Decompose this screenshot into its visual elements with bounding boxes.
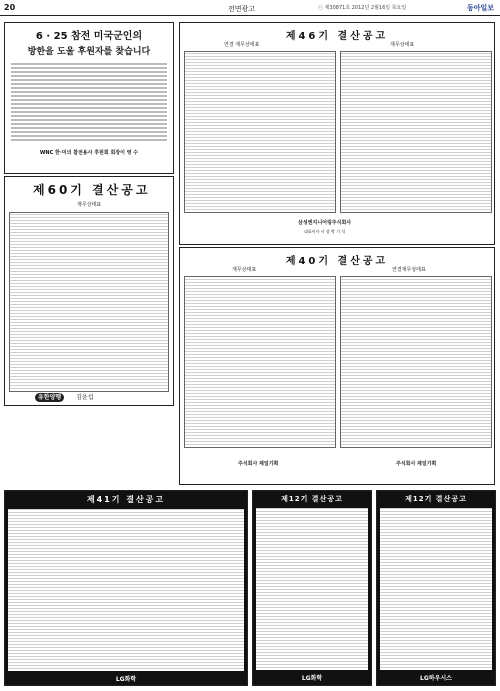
notice-46-company: 삼성엔지니어링주식회사	[298, 220, 352, 226]
notice-12a-title: 제12기 결산공고	[281, 495, 343, 503]
notice-40-table-left	[184, 276, 336, 448]
notice-60-footer	[35, 392, 94, 401]
notice-12a-table	[256, 508, 368, 670]
notice-12b-title: 제12기 결산공고	[405, 495, 467, 503]
issue-date: ⓒ 제30871호 2012년 2월16일 목요일	[318, 5, 407, 11]
page-header	[0, 0, 500, 16]
wnc-ad	[4, 22, 174, 174]
notice-41-title: 제41기 결산공고	[86, 495, 166, 504]
notice-46-ceo: 대표이사 사 장 박 기 석	[304, 229, 346, 234]
notice-60-sub: 재무상태표	[76, 202, 102, 208]
section-label: 전면광고	[228, 5, 256, 13]
notice-41	[4, 490, 248, 686]
notice-40-title: 제40기 결산공고	[285, 256, 389, 267]
notice-12a-logo: LG화학	[301, 675, 323, 682]
notice-46-title: 제46기 결산공고	[285, 31, 389, 42]
notice-40-right-sub: 연결재무상태표	[392, 267, 426, 273]
wnc-body	[11, 63, 167, 141]
notice-12a	[252, 490, 372, 686]
notice-40-company-right: 주식회사 제일기획	[396, 461, 437, 467]
yuhan-logo: 유한양행	[35, 393, 64, 402]
notice-40	[179, 247, 495, 485]
notice-60-table	[9, 212, 169, 392]
yuhan-rep: 김윤섭	[76, 394, 94, 401]
newspaper-brand: 동아일보	[466, 4, 494, 12]
notice-46-right-sub: 재무상태표	[390, 42, 415, 48]
notice-40-table-right	[340, 276, 492, 448]
notice-40-left-sub: 재무상태표	[232, 267, 257, 273]
page-number: 20	[4, 3, 16, 12]
notice-60-title: 제60기 결산공고	[33, 183, 151, 197]
notice-12b-logo: LG하우시스	[420, 675, 452, 682]
wnc-title-2: 방한을 도울 후원자를 찾습니다	[27, 47, 151, 57]
notice-41-table	[8, 509, 244, 671]
notice-46-table-left	[184, 51, 336, 213]
notice-40-company-left: 주식회사 제일기획	[238, 461, 279, 467]
notice-46	[179, 22, 495, 245]
notice-12b-table	[380, 508, 492, 670]
notice-41-logo: LG화학	[115, 676, 137, 683]
notice-12b	[376, 490, 496, 686]
wnc-footer: WNC 한·미의 참전용사 후원회 회장이 영 수	[39, 150, 139, 156]
notice-46-table-right	[340, 51, 492, 213]
notice-60	[4, 176, 174, 406]
notice-46-left-sub: 연결 재무상태표	[224, 42, 260, 48]
wnc-title-1: 6 · 25 참전 미국군인의	[35, 31, 143, 42]
